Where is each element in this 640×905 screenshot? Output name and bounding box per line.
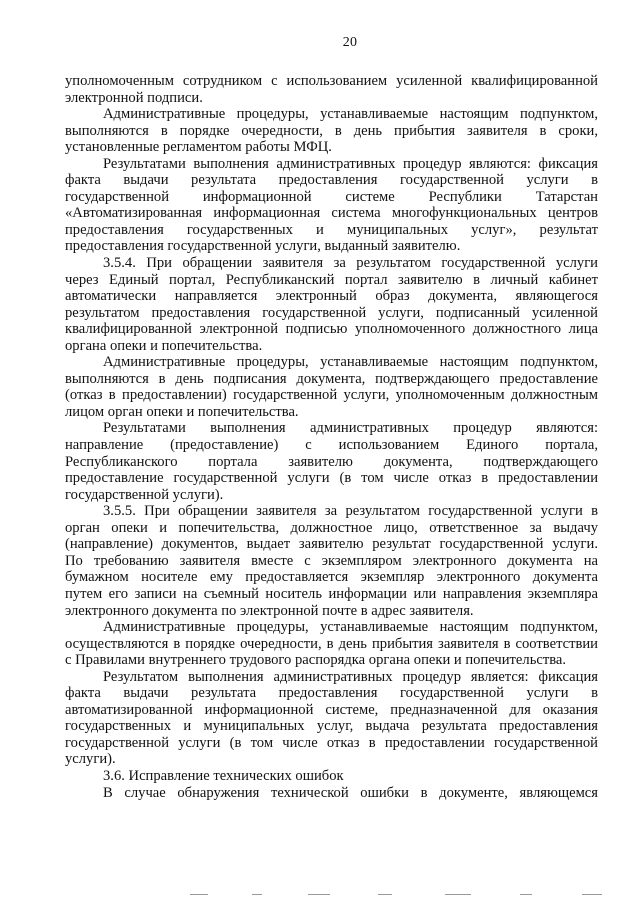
text-line: органа опеки и попечительства. [65, 337, 263, 354]
text-line: Республиканского портала заявителю документа, подтверждающего [65, 453, 598, 470]
text-line: электронной подписи. [65, 89, 203, 106]
text-line: квалифицированной электронной подписью уполномоченного должностного лица [65, 321, 598, 338]
text-line: Результатами выполнения административных процедур являются: фиксация [103, 155, 598, 172]
text-line: государственной услуги). [65, 486, 224, 503]
text-line: государственной услуги (в том числе отказ в предоставлении государственной [65, 734, 598, 751]
text-line: (направление) документов, выдает заявителю результат государственной услуги. [65, 536, 598, 553]
text-line: Административные процедуры, устанавливаемые настоящим подпунктом, [103, 106, 598, 123]
text-line: По требованию заявителя вместе с экземпляром электронного документа на [65, 552, 598, 569]
text-line: «Автоматизированная информационная система многофункциональных центров [65, 205, 598, 222]
text-line: 3.5.4. При обращении заявителя за результатом государственной услуги [103, 255, 598, 272]
text-line: Результатом выполнения административных процедур является: фиксация [103, 668, 598, 685]
text-line: направление (предоставление) с использованием Единого портала, [65, 437, 598, 454]
text-line: выполняются в порядке очередности, в день прибытия заявителя в сроки, [65, 122, 598, 139]
text-line: с Правилами внутреннего трудового распорядка органа опеки и попечительства. [65, 652, 567, 669]
text-line: лицом орган опеки и попечительства. [65, 403, 299, 420]
scan-artifact [190, 888, 610, 902]
text-line: государственной информационной системе Республики Татарстан [65, 188, 598, 205]
text-line: 3.6. Исправление технических ошибок [103, 767, 344, 784]
text-line: бумажном носителе ему предоставляется экземпляр электронного документа [65, 569, 598, 586]
text-line: факта выдачи результата предоставления государственной услуги в [65, 685, 598, 702]
text-line: выполняются в день подписания документа, подтверждающего предоставление [65, 370, 598, 387]
text-line: (отказ в предоставлении) государственной услуги, уполномоченным должностным [65, 387, 598, 404]
text-line: услуги). [65, 751, 116, 768]
text-line: 3.5.5. При обращении заявителя за результатом государственной услуги в [103, 503, 598, 520]
text-line: В случае обнаружения технической ошибки в документе, являющемся [103, 784, 598, 801]
text-line: путем его записи на съемный носитель информации или направления экземпляра [65, 585, 598, 602]
text-line: через Единый портал, Республиканский портал заявителю в личный кабинет [65, 271, 598, 288]
text-line: Результатами выполнения административных процедур являются: [103, 420, 598, 437]
text-line: Административные процедуры, устанавливаемые настоящим подпунктом, [103, 619, 598, 636]
text-line: установленные регламентом работы МФЦ. [65, 139, 332, 156]
text-line: уполномоченным сотрудником с использованием усиленной квалифицированной [65, 73, 598, 89]
text-line: Административные процедуры, устанавливаемые настоящим подпунктом, [103, 354, 598, 371]
document-body [65, 73, 598, 801]
text-line: автоматически направляется электронный образ документа, являющегося [65, 288, 598, 305]
text-line: орган опеки и попечительства, должностное лицо, ответственное за выдачу [65, 519, 598, 536]
text-line: факта выдачи результата предоставления государственной услуги в [65, 172, 598, 189]
text-line: результатом предоставления государственной услуги, подписанный усиленной [65, 304, 598, 321]
text-line: осуществляются в порядке очередности, в день прибытия заявителя в соответствии [65, 635, 598, 652]
text-line: предоставления государственных и муниципальных услуг», результат [65, 221, 598, 238]
text-line: автоматизированной информационной системе, предназначенной для оказания [65, 701, 598, 718]
text-line: государственных и муниципальных услуг, выдача результата предоставления [65, 718, 598, 735]
text-line: электронного документа по электронной почте в адрес заявителя. [65, 602, 474, 619]
page-number: 20 [342, 35, 358, 50]
text-line: предоставление государственной услуги (в том числе отказ в предоставлении [65, 470, 598, 487]
text-line: предоставления государственной услуги, выданный заявителю. [65, 238, 461, 255]
